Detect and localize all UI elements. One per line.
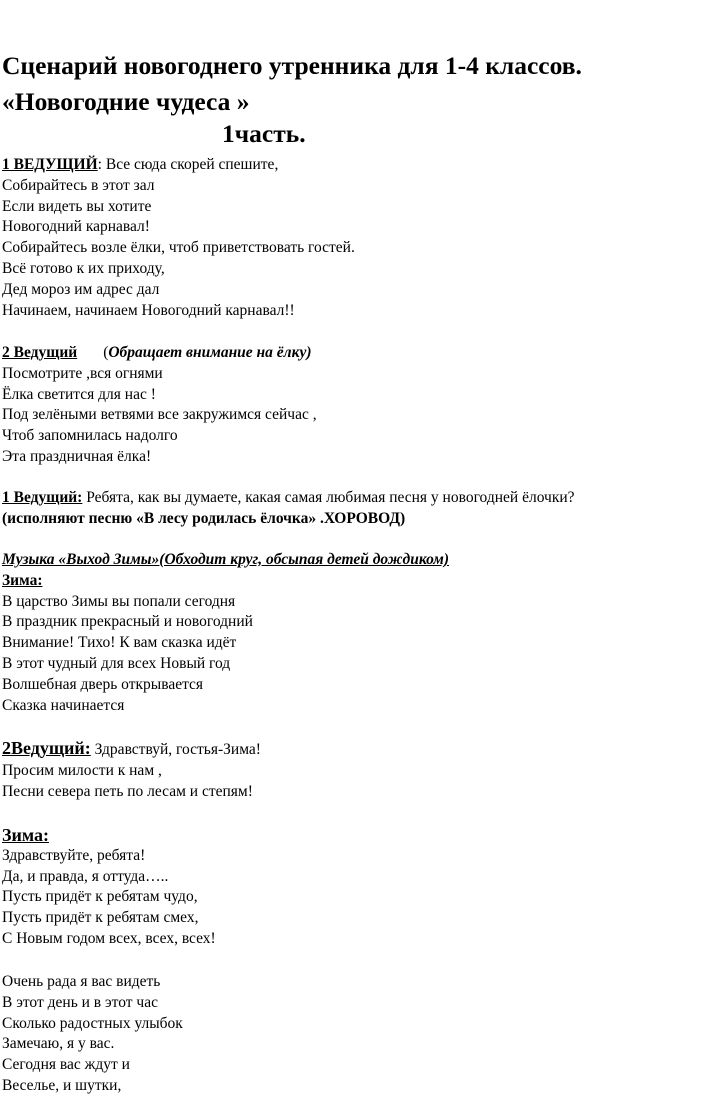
verse-line: Замечаю, я у вас. [2, 1035, 115, 1053]
verse-line: Эта праздничная ёлка! [2, 447, 152, 465]
section1-first-line [2, 155, 702, 176]
section-host1-opening [2, 155, 702, 321]
verse-line: Сказка начинается [2, 696, 125, 714]
verse-line: С Новым годом всех, всех, всех! [2, 929, 216, 947]
verse-line: Да, и правда, я оттуда….. [2, 867, 169, 885]
verse-line: Под зелёными ветвями все закружимся сейчас , [2, 406, 317, 424]
speaker-label: 1 Ведущий: [2, 489, 83, 506]
section3-first-line [2, 488, 702, 509]
speech-text: Здравствуй, гостья-Зима! [90, 741, 261, 758]
verse-line: В царство Зимы вы попали сегодня [2, 592, 236, 610]
stage-action: (исполняют песню «В лесу родилась ёлочка» .ХОРОВОД) [2, 509, 406, 527]
verse-line: Всё готово к их приходу, [2, 259, 165, 277]
stage-direction: Обращает внимание на ёлку) [108, 344, 312, 361]
section-winter-entrance [2, 550, 702, 716]
verse-line: Чтоб запомнилась надолго [2, 427, 178, 445]
section2-first-line [2, 343, 702, 364]
section5-first-line [2, 738, 702, 761]
verse-line: В этот день и в этот час [2, 993, 158, 1011]
verse-line: Сколько радостных улыбок [2, 1014, 183, 1032]
verse-line: Собирайтесь возле ёлки, чтоб приветствовать гостей. [2, 239, 355, 257]
verse-line: Сегодня вас ждут и [2, 1056, 130, 1074]
direction-open: ( [103, 344, 109, 361]
speech-text: Ребята, как вы думаете, какая самая любимая песня у новогодней ёлочки? [82, 489, 575, 506]
speaker-label: 2Ведущий: [2, 738, 91, 758]
verse-line: Начинаем, начинаем Новогодний карнавал!! [2, 301, 295, 319]
verse-line: Ёлка светится для нас ! [2, 385, 156, 403]
document-title-line-2: «Новогодние чудеса » [2, 87, 250, 116]
verse-line: Волшебная дверь открывается [2, 675, 204, 693]
section-host1-song [2, 488, 702, 530]
speech-text: : Все сюда скорей спешите, [97, 156, 279, 173]
speaker-label: Зима: [2, 825, 50, 845]
verse-line: Новогодний карнавал! [2, 218, 150, 236]
music-cue: Музыка «Выход Зимы»(Обходит круг, обсыпая детей дождиком) [2, 551, 450, 568]
verse-line: Пусть придёт к ребятам смех, [2, 909, 199, 927]
document-title-line-1: Сценарий новогоднего утренника для 1-4 классов. [2, 51, 582, 80]
section-winter-reply [2, 825, 702, 950]
speaker-label: 2 Ведущий [2, 344, 78, 361]
verse-line: Очень рада я вас видеть [2, 973, 161, 990]
section-winter-reply-continued [2, 972, 702, 1097]
verse-line: Если видеть вы хотите [2, 197, 152, 215]
speaker-label: 1 ВЕДУЩИЙ [2, 156, 98, 173]
verse-line: Посмотрите ,вся огнями [2, 364, 163, 382]
verse-line: Здравствуйте, ребята! [2, 846, 146, 864]
speaker-label: Зима: [2, 571, 43, 589]
section-host2-greeting [2, 738, 702, 802]
verse-line: Внимание! Тихо! К вам сказка идёт [2, 634, 237, 652]
verse-line: В праздник прекрасный и новогодний [2, 613, 253, 631]
verse-line: Собирайтесь в этот зал [2, 176, 155, 194]
verse-line: Дед мороз им адрес дал [2, 280, 160, 298]
section-host2-tree [2, 343, 702, 468]
verse-line: Пусть придёт к ребятам чудо, [2, 888, 198, 906]
verse-line: Просим милости к нам , [2, 761, 162, 779]
verse-line: Веселье, и шутки, [2, 1076, 122, 1094]
verse-line: Песни севера петь по лесам и степям! [2, 782, 253, 800]
verse-line: В этот чудный для всех Новый год [2, 654, 231, 672]
document-part-heading: 1часть. [222, 119, 306, 148]
